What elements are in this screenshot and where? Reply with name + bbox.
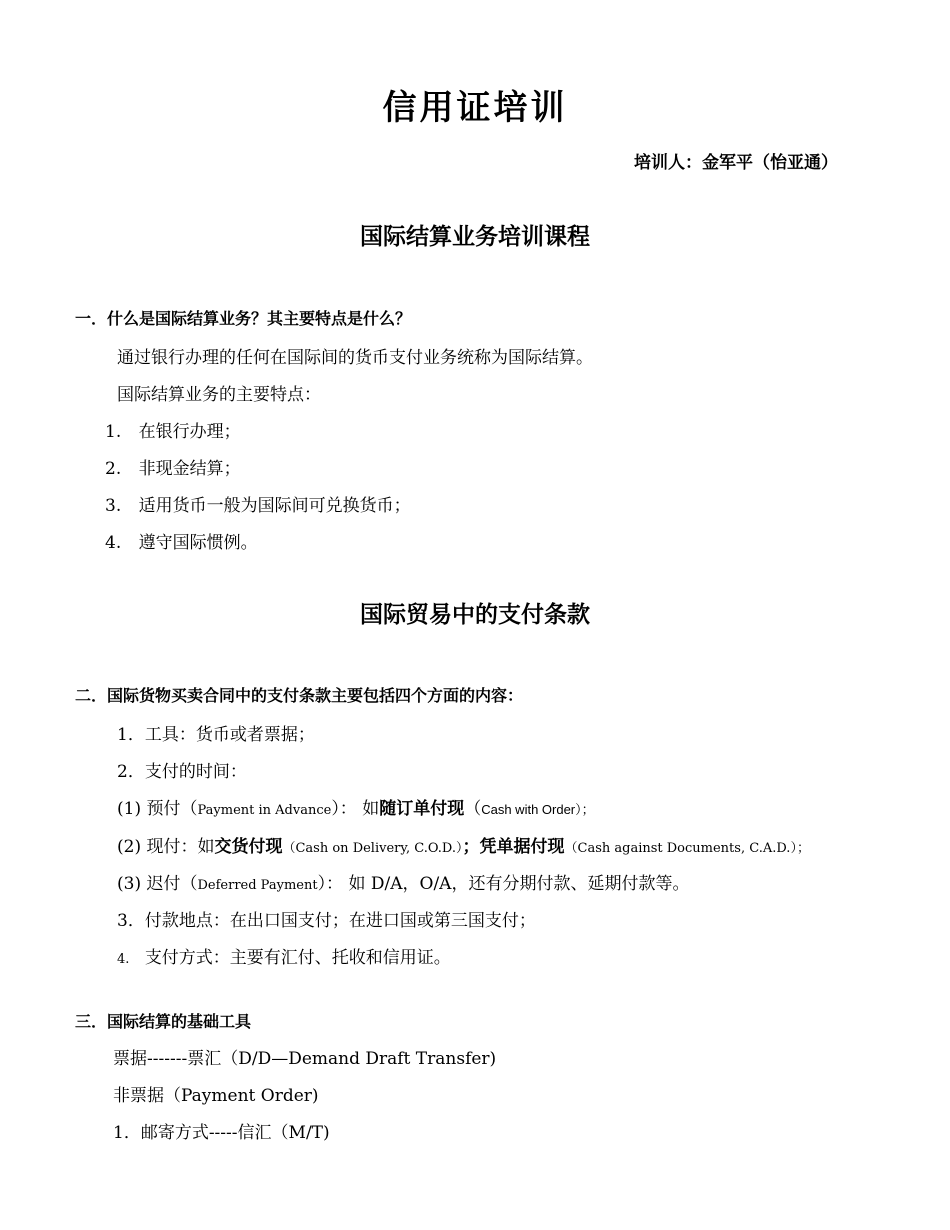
- section2-heading: 二．国际货物买卖合同中的支付条款主要包括四个方面的内容：: [75, 686, 524, 705]
- section3-heading: 三．国际结算的基础工具: [75, 1012, 252, 1031]
- advance-end: ）；: [575, 803, 595, 818]
- spot-prefix: (2) 现付：如: [117, 837, 215, 857]
- section1-features-intro: 国际结算业务的主要特点：: [117, 385, 321, 405]
- feature-item: [105, 491, 411, 516]
- spot-separator: ；: [462, 837, 480, 857]
- section2-item1: 1．工具：货币或者票据；: [117, 725, 315, 745]
- section1-heading: 一．什么是国际结算业务？其主要特点是什么？: [75, 309, 412, 328]
- trainer-line: 培训人：金军平（怡亚通）: [634, 153, 838, 173]
- section3-line1: 票据-------票汇（D/D—Demand Draft Transfer): [113, 1049, 497, 1069]
- deferred-prefix: (3) 迟付（: [117, 874, 198, 894]
- advance-prefix: (1) 预付（: [117, 799, 198, 819]
- feature-text: 在银行办理；: [138, 422, 241, 442]
- section2-item3: 3．付款地点：在出口国支付；在进口国或第三国支付；: [117, 911, 536, 931]
- feature-number: 3.: [105, 496, 122, 516]
- payment-heading: 国际贸易中的支付条款: [360, 601, 590, 628]
- spot-bold-term-1: 交货付现: [214, 837, 283, 857]
- item4-text: 支付方式：主要有汇付、托收和信用证。: [144, 948, 451, 968]
- item4-number: 4.: [117, 952, 130, 967]
- feature-text: 适用货币一般为国际间可兑换货币；: [138, 496, 411, 516]
- section3-line2: 非票据（Payment Order): [113, 1086, 319, 1106]
- feature-number: 4.: [105, 533, 122, 553]
- advance-mid: ）： 如: [331, 799, 380, 819]
- deferred-english: Deferred Payment: [197, 878, 318, 893]
- payment-timing-spot: [117, 832, 810, 857]
- advance-english-2: Cash with Order: [481, 802, 576, 817]
- feature-text: 非现金结算；: [138, 459, 241, 479]
- feature-item: [105, 454, 241, 479]
- spot-english-1: （Cash on Delivery, C.O.D.）: [282, 841, 463, 856]
- spot-bold-term-2: 凭单据付现: [479, 837, 565, 857]
- feature-item: [105, 417, 241, 442]
- course-heading: 国际结算业务培训课程: [360, 223, 590, 250]
- section2-item2: 2．支付的时间：: [117, 762, 247, 782]
- feature-text: 遵守国际惯例。: [138, 533, 258, 553]
- spot-english-2: （Cash against Documents, C.A.D.）；: [564, 841, 810, 856]
- section1-definition: 通过银行办理的任何在国际间的货币支付业务统称为国际结算。: [117, 348, 593, 368]
- feature-item: [105, 528, 258, 553]
- payment-timing-deferred: [117, 869, 689, 894]
- section2-item4: [117, 943, 451, 968]
- feature-number: 2.: [105, 459, 122, 479]
- advance-open-paren: （: [464, 799, 482, 819]
- advance-english: Payment in Advance: [197, 803, 332, 818]
- payment-timing-advance: [117, 794, 595, 819]
- advance-bold-term: 随订单付现: [379, 799, 465, 819]
- feature-number: 1.: [105, 422, 122, 442]
- section3-line3: 1．邮寄方式-----信汇（M/T): [113, 1123, 330, 1143]
- document-title: 信用证培训: [382, 88, 568, 128]
- deferred-rest: ）： 如 D/A，O/A，还有分期付款、延期付款等。: [317, 874, 690, 894]
